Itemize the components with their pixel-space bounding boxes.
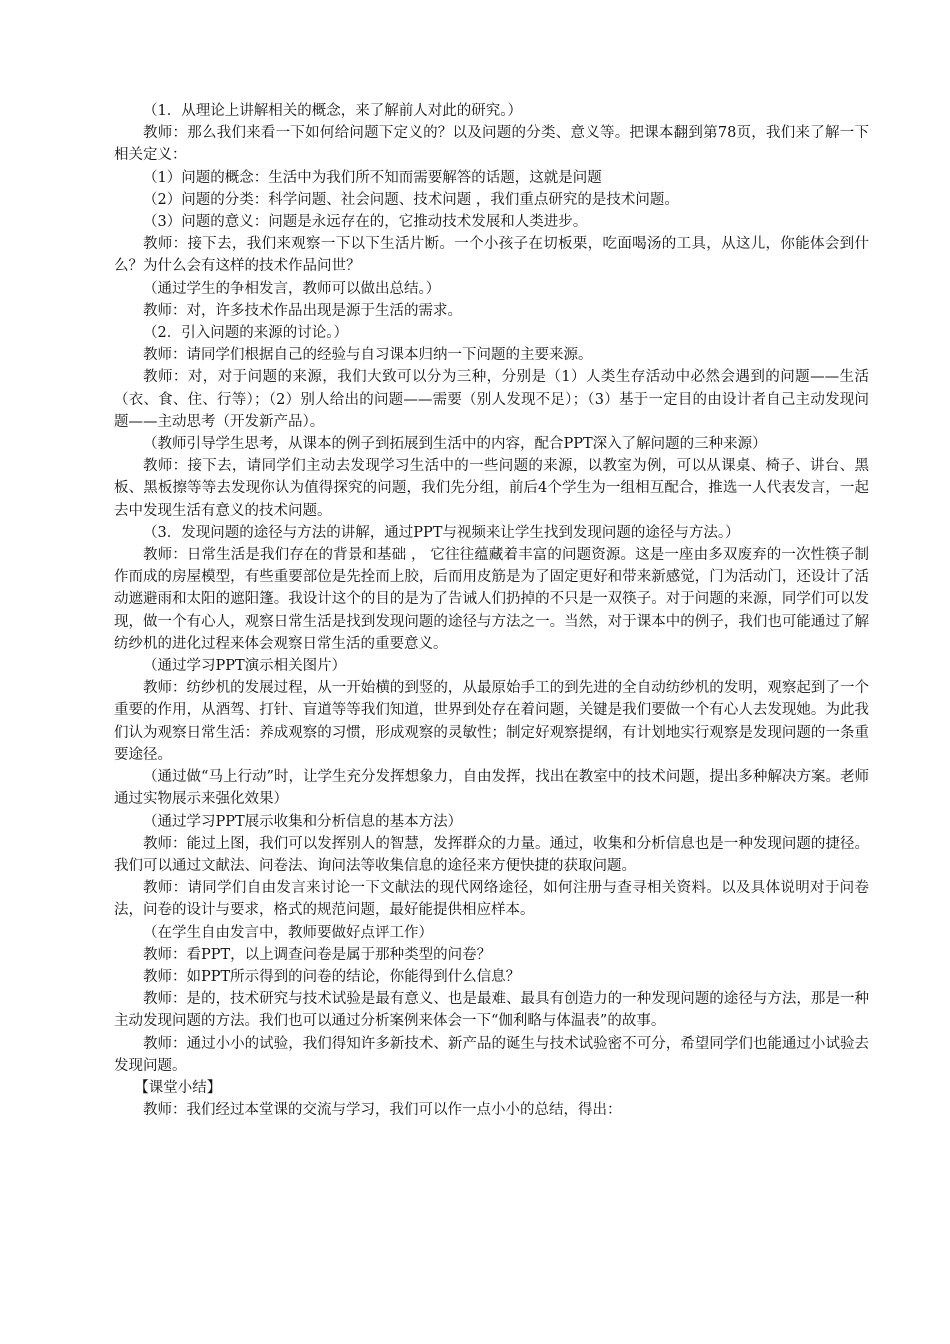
paragraph: 教师：看PPT，以上调查问卷是属于那种类型的问卷？ <box>143 946 492 963</box>
paragraph: 教师：纺纱机的发展过程，从一开始横的到竖的，从最原始手工的到先进的全自动纺纱机的发明，观察起到了一个重要的作用，从酒驾、打针、盲道等等我们知道，世界到处存在着问题，关键是我们要做一个有心人去发现她。为此我们认为观察日常生活：养成观察的习惯，形成观察的灵敏性；制定好观察提纲，有计划地实行观察是发现问题的一条重要途径。 <box>114 680 869 763</box>
paragraph: （通过学习PPT展示收集和分析信息的基本方法） <box>143 813 463 830</box>
paragraph: （教师引导学生思考，从课本的例子到拓展到生活中的内容，配合PPT深入了解问题的三种来源） <box>143 436 767 453</box>
paragraph: 教师：对，对于问题的来源，我们大致可以分为三种，分别是（1）人类生存活动中必然会遇到的问题——生活（衣、食、住、行等）；（2）别人给出的问题——需要（别人发现不足）；（3）基于一定目的由设计者自己主动发现问题——主动思考（开发新产品）。 <box>114 369 869 430</box>
paragraph: 教师：通过小小的试验，我们得知许多新技术、新产品的诞生与技术试验密不可分，希望同学们也能通过小试验去发现问题。 <box>114 1035 869 1074</box>
paragraph: （通过学生的争相发言，教师可以做出总结。） <box>143 280 441 297</box>
paragraph: （通过学习PPT演示相关图片） <box>143 658 347 675</box>
paragraph: 教师：接下去，我们来观察一下以下生活片断。一个小孩子在切板栗，吃面喝汤的工具，从这儿，你能体会到什么？为什么会有这样的技术作品问世？ <box>114 236 869 275</box>
paragraph: 教师：日常生活是我们存在的背景和基础 ， 它往往蕴藏着丰富的问题资源。这是一座由多双废弃的一次性筷子制作而成的房屋模型，有些重要部位是先拴而上胶，后而用皮筋是为了固定更好和带来新感觉，门为活动门，还设计了活动遮避雨和太阳的遮阳篷。我设计这个的目的是为了告诫人们扔掉的不只是一双筷子。对于问题的来源，同学们可以发现，做一个有心人，观察日常生活是找到发现问题的途径与方法之一。当然，对于课本中的例子，我们也可能通过了解纺纱机的进化过程来体会观察日常生活的重要意义。 <box>114 547 869 652</box>
paragraph: （2．引入问题的来源的讨论。） <box>143 325 348 342</box>
paragraph: （2）问题的分类：科学问题、社会问题、技术问题 ，我们重点研究的是技术问题。 <box>143 191 679 208</box>
paragraph: （在学生自由发言中，教师要做好点评工作） <box>143 924 433 941</box>
paragraph: （3）问题的意义：问题是永远存在的，它推动技术发展和人类进步。 <box>143 214 588 231</box>
paragraph: 教师：对，许多技术作品出现是源于生活的需求。 <box>143 302 462 319</box>
paragraph: （1）问题的概念：生活中为我们所不知而需要解答的话题，这就是问题 <box>143 169 602 186</box>
paragraph: （3．发现问题的途径与方法的讲解，通过PPT与视频来让学生找到发现问题的途径与方法。） <box>143 524 740 541</box>
section-heading: 【课堂小结】 <box>134 1079 222 1096</box>
paragraph: 教师：我们经过本堂课的交流与学习，我们可以作一点小小的总结，得出： <box>143 1102 622 1119</box>
paragraph: 教师：接下去，请同学们主动去发现学习生活中的一些问题的来源，以教室为例，可以从课桌、椅子、讲台、黑板、黑板擦等等去发现你认为值得探究的问题，我们先分组，前后4个学生为一组相互配合，推选一人代表发言，一起去中发现生活有意义的技术问题。 <box>114 458 869 519</box>
paragraph: 教师：请同学们根据自己的经验与自习课本归纳一下问题的主要来源。 <box>143 347 593 364</box>
paragraph: （通过做“马上行动”时，让学生充分发挥想象力，自由发挥，找出在教室中的技术问题，提出多种解决方案。老师通过实物展示来强化效果） <box>114 769 869 808</box>
paragraph: （1．从理论上讲解相关的概念，来了解前人对此的研究。） <box>143 103 522 119</box>
paragraph: 教师：那么我们来看一下如何给问题下定义的？以及问题的分类、意义等。把课本翻到第78页，我们来了解一下相关定义： <box>114 125 869 164</box>
paragraph: 教师：如PPT所示得到的问卷的结论，你能得到什么信息？ <box>143 968 521 985</box>
paragraph: 教师：能过上图，我们可以发挥别人的智慧，发挥群众的力量。通过，收集和分析信息也是一种发现问题的捷径。我们可以通过文献法、问卷法、询问法等收集信息的途径来方便快捷的获取问题。 <box>114 835 869 874</box>
paragraph: 教师：请同学们自由发言来讨论一下文献法的现代网络途径，如何注册与查寻相关资料。以及具体说明对于问卷法，问卷的设计与要求，格式的规范问题，最好能提供相应样本。 <box>114 880 869 919</box>
paragraph: 教师：是的，技术研究与技术试验是最有意义、也是最难、最具有创造力的一种发现问题的途径与方法，那是一种主动发现问题的方法。我们也可以通过分析案例来体会一下“伽利略与体温表”的故事。 <box>114 991 869 1030</box>
document-page <box>114 100 869 1121</box>
